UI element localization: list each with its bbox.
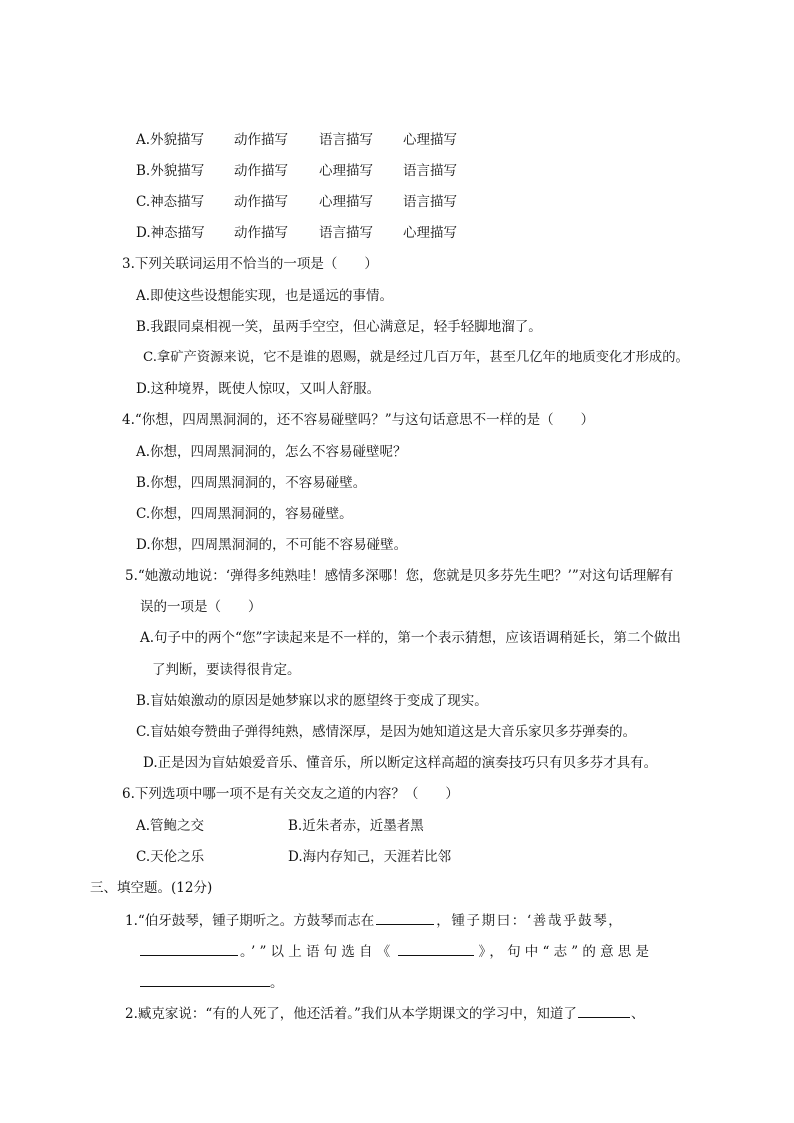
option-item: 语言描写: [403, 163, 457, 179]
option-item: 心理描写: [319, 194, 373, 210]
q6-option-d: D.海内存知己，天涯若比邻: [288, 849, 452, 865]
q5-option-a-line2: 了判断，要读得很肯定。: [152, 662, 301, 678]
fill-q2-text: 2.臧克家说：“有的人死了，他还活着。”我们从本学期课文的学习中，知道了: [125, 1006, 577, 1022]
q5-option-a-line1: A.句子中的两个“您”字读起来是不一样的，第一个表示猜想，应该语调稍延长，第二个做出: [140, 630, 681, 646]
q2-option-c: [136, 192, 487, 212]
q6-options-row2: [136, 847, 451, 867]
q2-option-d: [136, 223, 487, 243]
option-item: 语言描写: [319, 132, 373, 148]
option-item: 心理描写: [319, 163, 373, 179]
option-label: A.外貌描写: [136, 132, 205, 148]
answer-blank[interactable]: [140, 941, 238, 956]
option-item: 心理描写: [403, 132, 457, 148]
q3-stem: 3.下列关联词运用不恰当的一项是（ ）: [122, 256, 378, 272]
section-heading: 三、填空题。(12分): [90, 880, 213, 896]
fill-q1-text: ，锺子期曰：‘善哉乎鼓琴，: [436, 913, 624, 929]
q6-stem: 6.下列选项中哪一项不是有关交友之道的内容？（ ）: [122, 786, 459, 802]
option-label: B.外貌描写: [136, 163, 205, 179]
answer-blank[interactable]: [578, 1003, 630, 1018]
fill-q1-text: 1.“伯牙鼓琴，锺子期听之。方鼓琴而志在: [125, 913, 375, 929]
option-item: 动作描写: [234, 225, 288, 241]
q6-options-row1: [136, 816, 424, 836]
q3-option-d: D.这种境界，既使人惊叹，又叫人舒服。: [136, 381, 381, 397]
fill-q1-text: 。’”以上语句选自《: [240, 944, 395, 960]
fill-q1-text: 。: [270, 975, 284, 991]
q2-option-a: [136, 130, 487, 150]
q4-option-b: B.你想，四周黑洞洞的，不容易碰壁。: [136, 475, 367, 491]
q5-stem-line1: 5.“她激动地说：‘弹得多纯熟哇！感情多深哪！您，您就是贝多芬先生吧？’”对这句话理解有: [125, 568, 674, 584]
q3-option-c: C.拿矿产资源来说，它不是谁的恩赐，就是经过几百万年，甚至几亿年的地质变化才形成的。: [143, 350, 689, 365]
fill-q2-line1: [125, 1003, 644, 1024]
q6-option-b: B.近朱者赤，近墨者黑: [288, 818, 424, 834]
q4-option-a: A.你想，四周黑洞洞的，怎么不容易碰壁呢？: [136, 444, 407, 460]
fill-q1-line1: [125, 910, 623, 931]
q4-option-c: C.你想，四周黑洞洞的，容易碰壁。: [136, 506, 353, 522]
option-item: 动作描写: [234, 194, 288, 210]
q6-option-c: C.天伦之乐: [136, 849, 205, 865]
fill-q2-text: 、: [630, 1006, 645, 1022]
q5-option-c: C.盲姑娘夸赞曲子弹得纯熟，感情深厚，是因为她知道这是大音乐家贝多芬弹奏的。: [136, 724, 637, 740]
answer-blank[interactable]: [376, 910, 434, 925]
q3-option-b: B.我跟同桌相视一笑，虽两手空空，但心满意足，轻手轻脚地溜了。: [136, 319, 542, 335]
option-item: 语言描写: [319, 225, 373, 241]
option-item: 动作描写: [234, 132, 288, 148]
fill-q1-text: 》，句中“志”的意思是: [478, 944, 654, 960]
answer-blank[interactable]: [140, 972, 270, 987]
q3-option-a: A.即使这些设想能实现，也是遥远的事情。: [136, 288, 394, 304]
q5-option-d: D.正是因为盲姑娘爱音乐、懂音乐，所以断定这样高超的演奏技巧只有贝多芬才具有。: [143, 755, 658, 771]
fill-q1-line3: [140, 972, 284, 993]
option-item: 心理描写: [403, 225, 457, 241]
q4-option-d: D.你想，四周黑洞洞的，不可能不容易碰壁。: [136, 537, 408, 553]
fill-q1-line2: [140, 941, 653, 962]
q6-option-a: A.管鲍之交: [136, 818, 205, 834]
q2-option-b: [136, 161, 487, 181]
option-item: 动作描写: [234, 163, 288, 179]
option-label: D.神态描写: [136, 225, 205, 241]
answer-blank[interactable]: [398, 941, 474, 956]
q5-option-b: B.盲姑娘激动的原因是她梦寐以求的愿望终于变成了现实。: [136, 693, 488, 709]
q4-stem: 4.“你想，四周黑洞洞的，还不容易碰壁吗？”与这句话意思不一样的是（ ）: [122, 412, 595, 428]
option-item: 语言描写: [403, 194, 457, 210]
q5-stem-line2: 误的一项是（ ）: [140, 599, 262, 615]
option-label: C.神态描写: [136, 194, 205, 210]
